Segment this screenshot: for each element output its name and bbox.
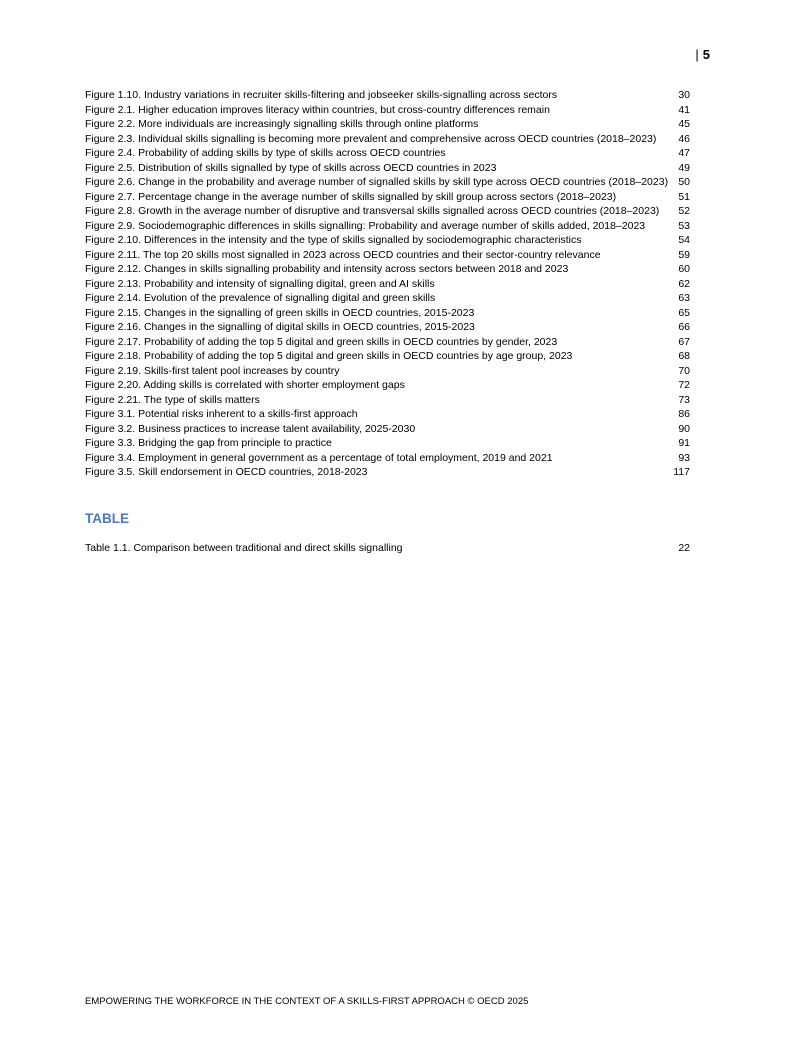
toc-entry[interactable] [85, 320, 690, 335]
toc-entry-page-number: 93 [678, 451, 690, 464]
toc-entry-title: Figure 2.4. Probability of adding skills by type of skills across OECD countries [85, 147, 446, 159]
toc-entry-title: Figure 2.1. Higher education improves literacy within countries, but cross-country differences remain [85, 103, 550, 116]
toc-entry[interactable] [85, 422, 690, 437]
toc-entry[interactable] [85, 117, 690, 132]
toc-entry-title: Figure 3.3. Bridging the gap from principle to practice [85, 437, 332, 449]
toc-entry-title: Figure 3.2. Business practices to increase talent availability, 2025-2030 [85, 422, 416, 435]
toc-entry[interactable] [85, 378, 690, 393]
toc-entry[interactable] [85, 103, 690, 118]
toc-entry-page-number: 45 [678, 118, 690, 130]
table-section-heading: TABLE [85, 510, 129, 526]
toc-entry[interactable] [85, 219, 690, 234]
toc-entry-page-number: 41 [678, 103, 690, 116]
toc-entry-page-number: 67 [678, 335, 690, 348]
toc-entry[interactable] [85, 233, 690, 248]
toc-entry-title: Figure 2.8. Growth in the average number of disruptive and transversal skills signalled across OECD countries (2018–2023) [85, 205, 660, 217]
toc-entry-page-number: 62 [678, 277, 690, 290]
toc-entry-title: Figure 2.7. Percentage change in the average number of skills signalled by skill group across sectors (2018–2023) [85, 190, 617, 203]
toc-entry-page-number: 72 [678, 379, 690, 391]
toc-entry-page-number: 53 [678, 219, 690, 232]
toc-entry[interactable] [85, 175, 690, 190]
toc-entry-page-number: 117 [673, 466, 690, 478]
toc-entry[interactable] [85, 291, 690, 306]
toc-entry[interactable] [85, 132, 690, 147]
toc-entry[interactable] [85, 541, 690, 556]
tables-toc-list [85, 541, 690, 556]
toc-entry-page-number: 46 [678, 132, 690, 145]
toc-entry-page-number: 66 [678, 321, 690, 333]
toc-entry-title: Figure 1.10. Industry variations in recruiter skills-filtering and jobseeker skills-signalling across sectors [85, 89, 558, 101]
toc-entry[interactable] [85, 248, 690, 263]
toc-entry-title: Figure 3.5. Skill endorsement in OECD countries, 2018-2023 [85, 466, 368, 478]
toc-entry-title: Figure 2.3. Individual skills signalling is becoming more prevalent and comprehensive across OECD countries (2018–2023) [85, 132, 657, 145]
toc-entry-title: Figure 2.11. The top 20 skills most signalled in 2023 across OECD countries and their sector-country relevance [85, 248, 601, 261]
toc-entry-title: Figure 2.14. Evolution of the prevalence of signalling digital and green skills [85, 292, 436, 304]
toc-entry-title: Figure 2.12. Changes in skills signalling probability and intensity across sectors between 2018 and 2023 [85, 263, 569, 275]
page-footer-running-title: EMPOWERING THE WORKFORCE IN THE CONTEXT OF A SKILLS-FIRST APPROACH © OECD 2025 [85, 996, 529, 1007]
toc-entry-title: Figure 2.18. Probability of adding the top 5 digital and green skills in OECD countries by age group, 2023 [85, 350, 573, 362]
toc-entry-page-number: 52 [678, 205, 690, 217]
page-number: 5 [702, 47, 710, 62]
toc-entry-page-number: 65 [678, 306, 690, 319]
toc-entry-page-number: 73 [678, 393, 690, 406]
toc-entry-title: Figure 2.2. More individuals are increasingly signalling skills through online platforms [85, 118, 479, 130]
toc-entry[interactable] [85, 88, 690, 103]
toc-entry-title: Figure 2.5. Distribution of skills signalled by type of skills across OECD countries in 2023 [85, 161, 497, 174]
toc-entry[interactable] [85, 436, 690, 451]
toc-entry-page-number: 91 [678, 437, 690, 449]
toc-entry[interactable] [85, 277, 690, 292]
toc-entry-page-number: 59 [678, 248, 690, 261]
toc-entry[interactable] [85, 407, 690, 422]
toc-entry-title: Figure 2.16. Changes in the signalling of digital skills in OECD countries, 2015-2023 [85, 321, 475, 333]
toc-entry-title: Figure 2.17. Probability of adding the top 5 digital and green skills in OECD countries by gender, 2023 [85, 335, 558, 348]
toc-entry-page-number: 47 [678, 147, 690, 159]
toc-entry-title: Figure 2.20. Adding skills is correlated with shorter employment gaps [85, 379, 405, 391]
toc-entry-title: Figure 2.15. Changes in the signalling of green skills in OECD countries, 2015-2023 [85, 306, 475, 319]
toc-entry[interactable] [85, 262, 690, 277]
toc-entry[interactable] [85, 393, 690, 408]
toc-entry[interactable] [85, 349, 690, 364]
toc-entry-page-number: 86 [678, 408, 690, 420]
toc-entry-title: Figure 3.1. Potential risks inherent to a skills-first approach [85, 408, 358, 420]
toc-entry-page-number: 50 [678, 176, 690, 188]
toc-entry[interactable] [85, 335, 690, 350]
toc-entry-title: Figure 2.21. The type of skills matters [85, 393, 260, 406]
toc-entry[interactable] [85, 451, 690, 466]
page-number-header [85, 0, 710, 63]
toc-entry-page-number: 51 [678, 190, 690, 203]
toc-entry[interactable] [85, 161, 690, 176]
toc-entry-page-number: 70 [678, 364, 690, 377]
toc-entry-title: Figure 2.13. Probability and intensity of signalling digital, green and AI skills [85, 277, 435, 290]
toc-entry[interactable] [85, 465, 690, 480]
figures-toc-list [85, 88, 690, 480]
toc-entry[interactable] [85, 364, 690, 379]
toc-entry-page-number: 60 [678, 263, 690, 275]
toc-entry-title: Figure 2.6. Change in the probability and average number of signalled skills by skill type across OECD countries (2018–2023) [85, 176, 669, 188]
toc-entry-title: Table 1.1. Comparison between traditional and direct skills signalling [85, 541, 403, 554]
toc-entry-title: Figure 2.10. Differences in the intensity and the type of skills signalled by sociodemographic characteristics [85, 234, 582, 246]
toc-entry-page-number: 68 [678, 350, 690, 362]
toc-entry[interactable] [85, 204, 690, 219]
toc-entry[interactable] [85, 190, 690, 205]
toc-entry-page-number: 49 [678, 161, 690, 174]
toc-entry-title: Figure 2.9. Sociodemographic differences in skills signalling: Probability and average number of skills added, 2018–2023 [85, 219, 646, 232]
toc-entry[interactable] [85, 306, 690, 321]
toc-entry-title: Figure 2.19. Skills-first talent pool increases by country [85, 364, 340, 377]
toc-entry-page-number: 54 [678, 234, 690, 246]
toc-entry-title: Figure 3.4. Employment in general government as a percentage of total employment, 2019 and 2021 [85, 451, 553, 464]
toc-entry-page-number: 63 [678, 292, 690, 304]
toc-entry[interactable] [85, 146, 690, 161]
toc-entry-page-number: 30 [678, 89, 690, 101]
toc-entry-page-number: 90 [678, 422, 690, 435]
toc-entry-page-number: 22 [678, 541, 690, 554]
page-number-separator: | [695, 47, 699, 62]
